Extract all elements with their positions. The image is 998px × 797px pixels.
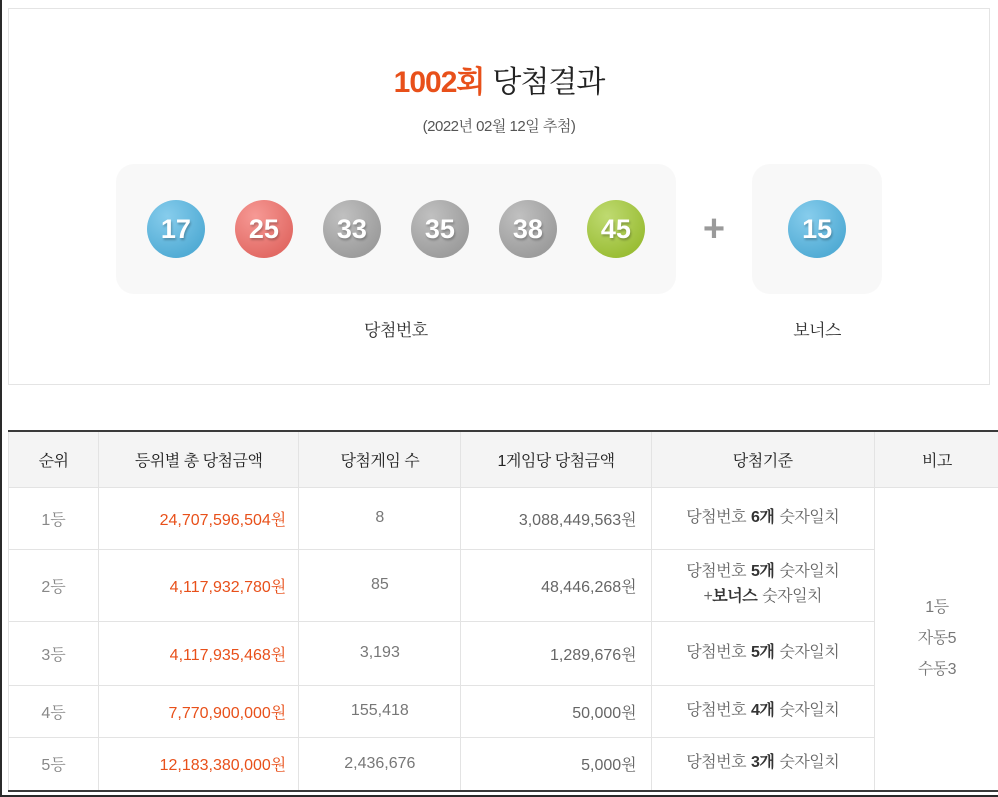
winning-games-cell: 8	[299, 487, 461, 549]
remark-line: 1등	[925, 598, 949, 616]
prize-row-4	[9, 685, 998, 737]
prize-row-1	[9, 487, 998, 549]
criteria-cell: 당첨번호 5개 숫자일치 +보너스 숫자일치	[651, 549, 874, 621]
round-number: 1002회	[393, 66, 485, 99]
rank-cell: 4등	[9, 685, 99, 737]
remark-line: 수동3	[917, 661, 957, 679]
prize-row-2	[9, 549, 998, 621]
main-numbers-group	[116, 164, 676, 341]
col-header-rank: 순위	[9, 431, 99, 487]
lotto-ball-5: 38	[499, 200, 557, 258]
prize-row-5	[9, 737, 998, 791]
draw-date: (2022년 02월 12일 추첨)	[422, 118, 576, 135]
rank-cell: 1등	[9, 487, 99, 549]
prize-per-game-cell: 1,289,676원	[461, 621, 651, 685]
winning-games-cell: 3,193	[299, 621, 461, 685]
col-header-winning-games: 당첨게임 수	[299, 431, 461, 487]
rank-cell: 5등	[9, 737, 99, 791]
total-prize-cell: 7,770,900,000원	[99, 685, 299, 737]
total-prize-cell: 12,183,380,000원	[99, 737, 299, 791]
main-numbers-box	[116, 164, 676, 294]
prize-table	[8, 430, 998, 792]
criteria-cell: 당첨번호 3개 숫자일치	[651, 737, 874, 791]
rank-cell: 2등	[9, 549, 99, 621]
lotto-ball-6: 45	[587, 200, 645, 258]
winning-numbers-row	[9, 164, 989, 341]
criteria-cell: 당첨번호 6개 숫자일치	[651, 487, 874, 549]
rank-cell: 3등	[9, 621, 99, 685]
criteria-cell: 당첨번호 4개 숫자일치	[651, 685, 874, 737]
page-title	[9, 57, 989, 101]
remark-cell	[874, 487, 998, 791]
lotto-ball-4: 35	[411, 200, 469, 258]
col-header-prize-per-game: 1게임당 당첨금액	[461, 431, 651, 487]
bonus-number-group	[752, 164, 882, 341]
plus-icon: +	[702, 208, 726, 250]
lotto-ball-2: 25	[235, 200, 293, 258]
total-prize-cell: 24,707,596,504원	[99, 487, 299, 549]
draw-result-panel	[8, 8, 990, 385]
prize-table-header-row	[9, 431, 998, 487]
winning-games-cell: 155,418	[299, 685, 461, 737]
title-text: 당첨결과	[492, 66, 605, 99]
col-header-remark: 비고	[874, 431, 998, 487]
prize-per-game-cell: 50,000원	[461, 685, 651, 737]
prize-per-game-cell: 3,088,449,563원	[461, 487, 651, 549]
total-prize-cell: 4,117,932,780원	[99, 549, 299, 621]
winning-games-cell: 85	[299, 549, 461, 621]
lotto-ball-3: 33	[323, 200, 381, 258]
prize-per-game-cell: 5,000원	[461, 737, 651, 791]
bonus-label: 보너스	[793, 321, 841, 340]
remark-line: 자동5	[917, 630, 957, 648]
prize-row-3	[9, 621, 998, 685]
total-prize-cell: 4,117,935,468원	[99, 621, 299, 685]
lotto-ball-1: 17	[147, 200, 205, 258]
prize-per-game-cell: 48,446,268원	[461, 549, 651, 621]
main-numbers-label: 당첨번호	[364, 321, 428, 340]
bonus-number-box	[752, 164, 882, 294]
winning-games-cell: 2,436,676	[299, 737, 461, 791]
col-header-total-prize: 등위별 총 당첨금액	[99, 431, 299, 487]
bonus-ball: 15	[788, 200, 846, 258]
col-header-criteria: 당첨기준	[651, 431, 874, 487]
criteria-cell: 당첨번호 5개 숫자일치	[651, 621, 874, 685]
